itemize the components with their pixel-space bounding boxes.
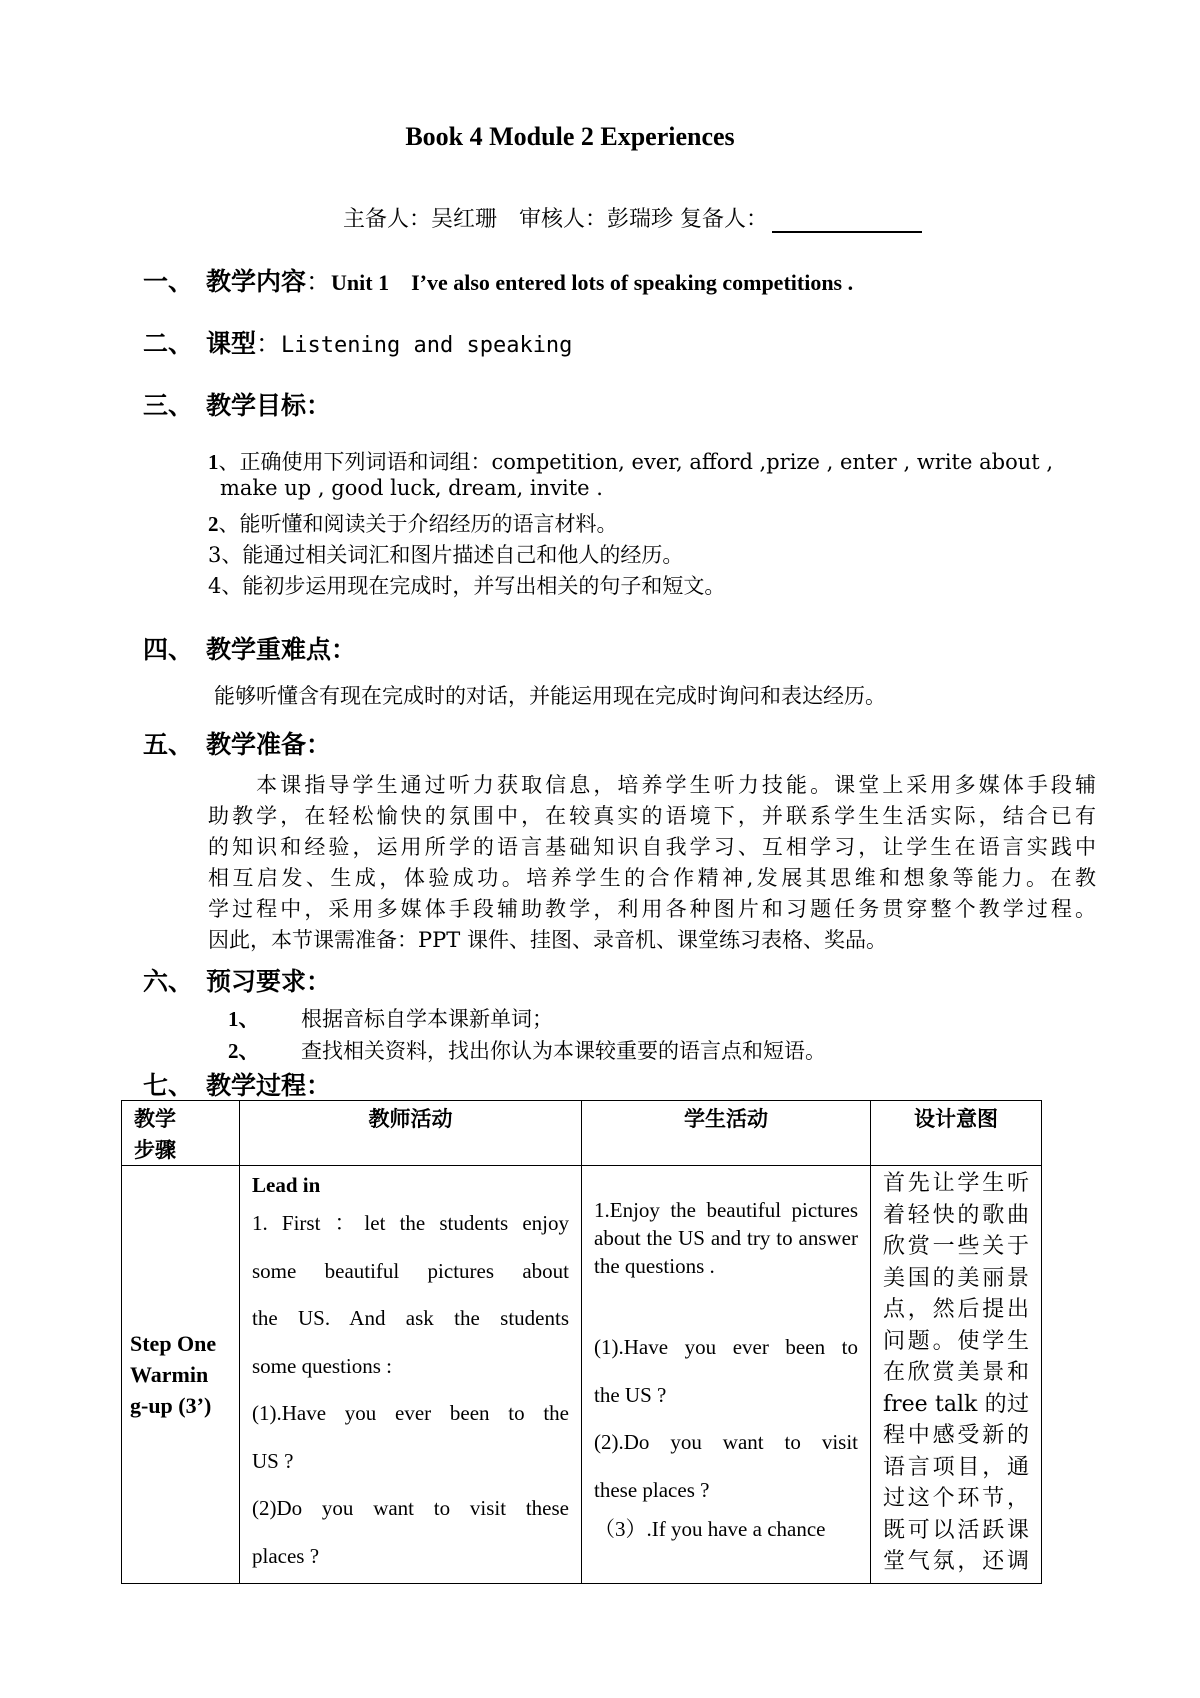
objective-2	[208, 508, 618, 538]
paragraph-line: 学过程中，采用多媒体手段辅助教学，利用各种图片和习题任务贯穿整个教学过程。	[208, 897, 1096, 921]
paragraph-line: 的知识和经验，运用所学的语言基础知识自我学习、互相学习，让学生在语言实践中	[208, 835, 1096, 859]
paragraph-line: 助教学，在轻松愉快的氛围中，在较真实的语境下，并联系学生生活实际，结合已有	[208, 804, 1096, 828]
step-line: g-up (3’)	[130, 1393, 212, 1418]
header-teacher-text: 教师活动	[368, 1106, 453, 1131]
section-preparation	[143, 725, 331, 761]
section-content	[143, 262, 853, 298]
section-label: 教学重难点：	[206, 635, 357, 664]
preview-number: 1、	[228, 1007, 260, 1031]
intent-line: 着轻快的歌曲	[883, 1202, 1029, 1228]
section-number: 一、	[143, 267, 194, 296]
preview-number: 2、	[228, 1039, 260, 1063]
student-activity-cell	[582, 1166, 871, 1584]
process-table	[121, 1100, 1042, 1584]
objective-1	[208, 446, 1053, 476]
intent-line: 既可以活跃课	[883, 1517, 1029, 1543]
intent-line: 程中感受新的	[883, 1423, 1029, 1448]
paragraph-line: 本课指导学生通过听力获取信息，培养学生听力技能。课堂上采用多媒体手段辅	[208, 773, 1096, 797]
student-question-list	[594, 1324, 858, 1544]
section-number: 七、	[143, 1071, 194, 1100]
teacher-line: US ?	[252, 1448, 294, 1473]
section-number: 四、	[143, 635, 194, 664]
preview-item-2	[228, 1035, 826, 1065]
section-colon: ：	[256, 329, 282, 358]
objective-number: 1	[208, 450, 219, 474]
preview-text: 根据音标自学本课新单词；	[301, 1007, 553, 1031]
intent-line: 过这个环节，	[883, 1486, 1029, 1511]
document-title: Book 4 Module 2 Experiences	[405, 122, 735, 151]
paragraph-line: 因此，本节课需准备：PPT 课件、挂图、录音机、课堂练习表格、奖品。	[208, 928, 887, 952]
section-label: 预习要求：	[206, 967, 332, 996]
step-cell	[122, 1166, 240, 1584]
student-line: these places ?	[594, 1477, 710, 1502]
section-number: 三、	[143, 391, 194, 420]
teacher-line: some questions :	[252, 1353, 392, 1378]
teacher-line: (1).Have you ever been to the	[252, 1401, 569, 1425]
teacher-line: the US. And ask the students	[252, 1306, 569, 1330]
intent-line: 美国的美丽景	[883, 1265, 1029, 1291]
step-line: Step One	[130, 1331, 217, 1356]
intent-line: free talk 的过	[883, 1391, 1029, 1417]
teacher-activity-title: Lead in	[252, 1173, 321, 1197]
authors-line	[343, 202, 922, 233]
blank-line	[772, 211, 922, 233]
key-points-text: 能够听懂含有现在完成时的对话，并能运用现在完成时询问和表达经历。	[214, 684, 886, 708]
design-intent-cell	[871, 1166, 1042, 1584]
intent-line: 欣赏一些关于	[883, 1234, 1029, 1259]
intent-line: 语言项目，通	[883, 1454, 1029, 1480]
header-step-line: 教学	[134, 1106, 176, 1131]
table-row	[122, 1166, 1042, 1584]
objective-3: 3、能通过相关词汇和图片描述自己和他人的经历。	[208, 543, 684, 567]
table-header-row	[122, 1101, 1042, 1166]
teacher-line: some beautiful pictures about	[252, 1258, 569, 1283]
objective-text: 、正确使用下列词语和词组：competition, ever, afford ,prize , enter , write about ,	[218, 450, 1054, 474]
intent-line: 在欣赏美景和	[883, 1360, 1029, 1385]
header-step-line: 步骤	[134, 1137, 176, 1162]
teacher-activity-cell	[240, 1166, 582, 1584]
student-line: (2).Do you want to visit	[594, 1430, 858, 1454]
paragraph-line: 相互启发、生成，体验成功。培养学生的合作精神,发展其思维和想象等能力。在教	[208, 866, 1096, 890]
header-intent	[871, 1101, 1042, 1166]
section-label: 课型	[206, 329, 257, 358]
section-type	[143, 324, 572, 360]
header-student-text: 学生活动	[684, 1106, 768, 1131]
preview-text: 查找相关资料，找出你认为本课较重要的语言点和短语。	[301, 1039, 826, 1063]
student-line: (1).Have you ever been to	[594, 1335, 858, 1359]
preview-item-1	[228, 1003, 553, 1033]
student-line: the US ?	[594, 1382, 667, 1407]
section-number: 五、	[143, 730, 194, 759]
section-label: 教学目标：	[206, 391, 332, 420]
section-label: 教学准备：	[206, 730, 332, 759]
section-process	[143, 1066, 331, 1102]
header-student	[582, 1101, 871, 1166]
student-line: （3）.If you have a chance	[594, 1517, 826, 1541]
objective-number: 2	[208, 512, 219, 536]
intent-line: 堂气氛，还调	[883, 1549, 1029, 1574]
section-colon: ：	[306, 267, 332, 296]
section-value: Unit 1 I’ve also entered lots of speaking competitions .	[331, 270, 854, 295]
student-activity-intro: 1.Enjoy the beautiful pictures about the US and try to answer the questions .	[594, 1198, 858, 1278]
authors-text: 主备人：吴红珊 审核人：彭瑞珍 复备人：	[343, 207, 768, 232]
section-key-points	[143, 630, 356, 666]
objective-text: 、能听懂和阅读关于介绍经历的语言材料。	[218, 512, 618, 536]
section-preview	[143, 962, 331, 998]
section-number: 二、	[143, 329, 194, 358]
teacher-line: 1. First ：let the students enjoy	[252, 1211, 569, 1235]
header-intent-text: 设计意图	[914, 1106, 998, 1131]
objective-4: 4、能初步运用现在完成时，并写出相关的句子和短文。	[208, 574, 726, 598]
intent-line: 首先让学生听	[883, 1171, 1029, 1196]
preparation-paragraph	[208, 770, 1096, 956]
section-value: Listening and speaking	[281, 333, 573, 358]
intent-line: 问题。使学生	[883, 1328, 1029, 1354]
section-number: 六、	[143, 967, 194, 996]
header-step	[122, 1101, 240, 1166]
section-label: 教学过程：	[206, 1071, 332, 1100]
section-objectives	[143, 386, 331, 422]
intent-line: 点，然后提出	[883, 1297, 1029, 1322]
header-teacher	[240, 1101, 582, 1166]
teacher-line: (2)Do you want to visit these	[252, 1496, 569, 1520]
teacher-line: places ?	[252, 1543, 320, 1568]
section-label: 教学内容	[206, 267, 307, 296]
step-line: Warmin	[130, 1362, 209, 1387]
objective-1-cont: make up , good luck, dream, invite .	[220, 476, 603, 500]
